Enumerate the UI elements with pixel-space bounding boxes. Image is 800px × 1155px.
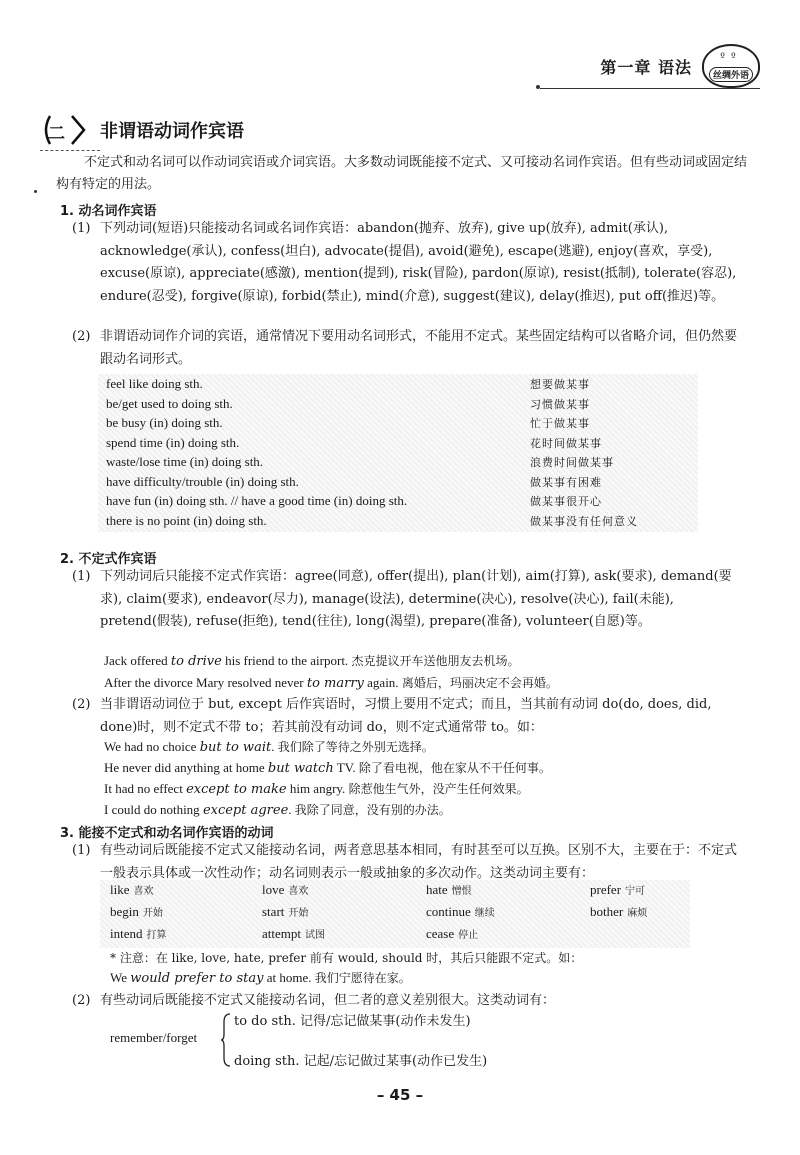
example-key: to drive <box>170 654 222 669</box>
part1-item2 <box>72 326 744 371</box>
example-en: his friend to the airport. <box>221 653 352 668</box>
example-en: TV. <box>333 760 359 775</box>
section-number: 二 <box>48 124 65 144</box>
part3-item1 <box>72 840 744 885</box>
item-body: 非谓语动词作介词的宾语，通常情况下要用动名词形式，不能用不定式。某些固定结构可以省略介词，但仍然要跟动名词形式。 <box>100 329 738 367</box>
example-sentence <box>104 673 558 694</box>
brace-icon <box>220 1012 232 1068</box>
example-key: except agree <box>202 803 289 818</box>
example-cn: 我们除了等待之外别无选择。 <box>277 740 434 754</box>
example-en: He never did anything at home <box>104 760 268 775</box>
note-line <box>110 948 582 969</box>
part2-item1 <box>72 566 744 634</box>
example-cn: 杰克提议开车送他朋友去机场。 <box>351 654 520 668</box>
section-underline <box>40 150 100 151</box>
phrase-row <box>106 513 690 533</box>
note-text: * 注意：在 like, love, hate, prefer 前有 would, should 时，其后只能跟不定式。如： <box>110 951 583 965</box>
part1-heading: 1. 动名词作宾语 <box>60 204 157 219</box>
example-sentence <box>104 651 519 672</box>
section-heading <box>40 114 244 146</box>
example-en: at home. <box>263 970 315 985</box>
phrase-row <box>106 493 690 513</box>
verb-cell: cease 停止 <box>426 926 479 941</box>
phrase-en: have fun (in) doing sth. // have a good time (in) doing sth. <box>106 493 408 508</box>
phrase-cn: 做某事没有任何意义 <box>530 515 638 528</box>
item-body: 有些动词后既能接不定式又能接动名词，两者意思基本相同，有时甚至可以互换。区别不大，主要在于：不定式一般表示具体或一次性动作；动名词则表示一般或抽象的多次动作。这类动词主要有： <box>100 843 738 881</box>
example-sentence <box>104 758 551 779</box>
part2-item2 <box>72 694 744 739</box>
page-number: – 45 – <box>376 1086 424 1104</box>
item-body: 下列动词(短语)只能接动名词或名词作宾语：abandon(抛弃、放弃), give up(放弃), admit(承认), acknowledge(承认), confess(坦白), advocate(提倡), avoid(避免), escape(逃避), enjoy(喜欢，享受), excuse(原谅), appreciate(感激), mention(提到), risk(冒险), pardon(原谅), resist(抵制), tolerate(容忍), endure(忍受), forgive(原谅), forbid(禁止), mind(介意), suggest(建议), delay(推迟), put off(推迟)等。 <box>100 221 737 304</box>
phrase-row <box>106 396 690 416</box>
example-cn: 离婚后，玛丽决定不会再婚。 <box>401 676 558 690</box>
example-key: to marry <box>306 676 364 691</box>
intro-paragraph: 不定式和动名词可以作动词宾语或介词宾语。大多数动词既能接不定式、又可接动名词作宾语。但有些动词或固定结构有特定的用法。 <box>56 155 748 192</box>
verb-cell: like 喜欢 <box>110 882 154 897</box>
phrase-row <box>106 474 690 494</box>
verb-cell: continue 继续 <box>426 904 495 919</box>
item-body: 下列动词后只能接不定式作宾语：agree(同意), offer(提出), plan(计划), aim(打算), ask(要求), demand(要求), claim(要求), endeavor(尽力), manage(设法), determine(决心), resolve(决心), fail(未能), pretend(假装), refuse(拒绝), tend(往往), long(渴望), prepare(准备), volunteer(自愿)等。 <box>100 569 732 629</box>
brand-logo <box>702 44 760 88</box>
section-number-badge <box>40 114 88 146</box>
phrase-cn: 做某事有困难 <box>530 476 602 489</box>
example-key: would prefer to stay <box>130 971 264 986</box>
item-number: (2) <box>72 329 91 344</box>
phrase-row <box>106 435 690 455</box>
item-body: 当非谓语动词位于 but, except 后作宾语时，习惯上要用不定式；而且，当其前有动词 do(do, does, did, done)时，则不定式不带 to；若其前没有动词 do，则不定式通常带 to。如： <box>100 697 712 735</box>
phrase-cn: 做某事很开心 <box>530 496 602 508</box>
part2-heading: 2. 不定式作宾语 <box>60 552 157 567</box>
example-sentence <box>110 968 411 989</box>
phrase-en: have difficulty/trouble (in) doing sth. <box>106 473 299 489</box>
section-title: 非谓语动词作宾语 <box>100 121 244 142</box>
verb-cell: begin 开始 <box>110 904 163 919</box>
phrase-row <box>106 415 690 435</box>
example-cn: 我们宁愿待在家。 <box>314 971 411 985</box>
example-en: him angry. <box>286 781 349 796</box>
example-en: It had no effect <box>104 781 187 796</box>
verb-grid <box>100 880 690 948</box>
part1-item1 <box>72 218 744 308</box>
example-en: . <box>288 802 295 817</box>
item-number: (1) <box>72 843 91 858</box>
example-sentence <box>104 737 434 758</box>
verb-cell: hate 憎恨 <box>426 882 472 897</box>
chapter-title: 第一章 语法 <box>600 57 692 77</box>
example-cn: 除惹他生气外，没产生任何效果。 <box>348 782 529 796</box>
example-en: We had no choice <box>104 739 200 754</box>
verb-cell: prefer 宁可 <box>590 882 646 897</box>
phrase-en: be/get used to doing sth. <box>106 395 233 411</box>
example-en: . <box>271 739 278 754</box>
page-header <box>600 44 760 88</box>
part3-heading: 3. 能接不定式和动名词作宾语的动词 <box>60 826 274 841</box>
phrase-en: there is no point (in) doing sth. <box>106 512 267 528</box>
example-cn: 除了看电视，他在家从不干任何事。 <box>358 761 551 775</box>
header-divider <box>540 88 760 89</box>
item-number: (1) <box>72 221 91 236</box>
phrase-cn: 浪费时间做某事 <box>530 457 614 469</box>
phrase-en: spend time (in) doing sth. <box>106 434 240 450</box>
phrase-en: feel like doing sth. <box>106 376 203 391</box>
verb-cell: love 喜欢 <box>262 882 309 897</box>
logo-text: 丝绸外语 <box>709 67 753 82</box>
logo-eyes-icon: ºº <box>720 52 742 63</box>
example-sentence <box>104 800 451 821</box>
phrase-cn: 忙于做某事 <box>530 418 590 430</box>
phrase-table <box>98 374 698 532</box>
example-cn: 我除了同意，没有别的办法。 <box>294 803 451 817</box>
example-sentence <box>104 779 529 800</box>
verb-cell: attempt 试图 <box>262 926 325 941</box>
item-body: 有些动词后既能接不定式又能接动名词，但二者的意义差别很大。这类动词有： <box>100 993 556 1008</box>
example-key: except to make <box>186 782 287 797</box>
example-en: After the divorce Mary resolved never <box>104 675 307 690</box>
phrase-cn: 花时间做某事 <box>530 437 602 450</box>
item-number: (2) <box>72 697 91 712</box>
example-en: We <box>110 970 131 985</box>
phrase-en: waste/lose time (in) doing sth. <box>106 454 264 469</box>
brace-label: remember/forget <box>110 1030 198 1045</box>
brace-block <box>110 1010 610 1070</box>
verb-cell: intend 打算 <box>110 926 167 941</box>
verb-cell: bother 麻烦 <box>590 904 648 919</box>
example-en: I could do nothing <box>104 802 203 817</box>
phrase-cn: 想要做某事 <box>530 379 590 391</box>
verb-cell: start 开始 <box>262 904 309 919</box>
margin-dot <box>34 190 37 193</box>
example-key: but to wait <box>199 740 272 755</box>
example-en: Jack offered <box>104 653 171 668</box>
example-en: again. <box>363 675 402 690</box>
brace-option-1: to do sth. 记得/忘记做某事(动作未发生) <box>234 1014 471 1029</box>
phrase-row <box>106 454 690 474</box>
item-number: (2) <box>72 993 91 1008</box>
example-key: but watch <box>267 761 334 776</box>
phrase-cn: 习惯做某事 <box>530 398 590 411</box>
brace-option-2: doing sth. 记起/忘记做过某事(动作已发生) <box>234 1054 488 1069</box>
item-number: (1) <box>72 569 91 584</box>
phrase-row <box>106 376 690 396</box>
phrase-en: be busy (in) doing sth. <box>106 415 223 430</box>
